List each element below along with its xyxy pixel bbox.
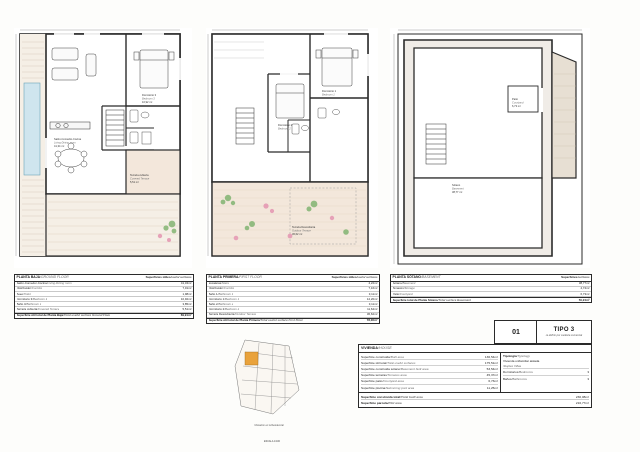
plot-area-row: Superficie parcela/Plot area 216,77m² [361, 401, 589, 405]
summary-row: Superficie útil total/Total useful surfaces 175,51m² [361, 360, 498, 365]
summary-typology-column [500, 353, 591, 392]
key-plan-caption: Ubicación en la Residencial [254, 424, 284, 427]
unit-type-box [536, 320, 592, 344]
ff-areas-es: Superficies útiles [331, 275, 357, 280]
ground-floor-plan [14, 28, 192, 268]
ff-title-es: PLANTA PRIMERA [208, 275, 239, 280]
summary-row: Superficie patio/Courtyard area 6,73m² [361, 379, 498, 384]
table-row: Terraza Descubierta/Outdoor Terrace 36,62m² [208, 312, 378, 317]
summary-areas-column [359, 353, 500, 392]
house-summary-box [358, 344, 592, 408]
ff-areas-en: /useful surfaces [356, 275, 378, 280]
areas-table-ground-floor [14, 274, 194, 319]
bathrooms-row: Baños/Bathrooms 3 [503, 376, 589, 381]
scale-note: ESCALA 1/100 [264, 440, 280, 443]
table-body-ground [15, 282, 193, 318]
ff-title-en: /FIRST FLOOR [238, 275, 262, 280]
gf-title-es: PLANTA BAJA [16, 275, 41, 280]
table-row: Distribuidor/Corridor 7,16m² [208, 286, 378, 291]
table-row: Baño 2/Bathroom 2 3,11m² [208, 301, 378, 306]
table-body-basement [391, 282, 591, 303]
table-row: Sótano/Basement 38,77m² [392, 281, 590, 286]
table-header-first [207, 275, 379, 282]
svg-text:5,51 m²: 5,51 m² [130, 181, 139, 184]
areas-table-first-floor [206, 274, 380, 324]
svg-text:Dormitorio 3: Dormitorio 3 [142, 94, 157, 97]
areas-table-basement [390, 274, 592, 303]
table-body-first [207, 282, 379, 323]
table-row: Patio/Courtyard 6,73m² [392, 291, 590, 296]
table-row: Salón-Comedor-Cocina/Living-Dining room 41,34m² [16, 281, 192, 286]
table-row: Aseo/Toilet 1,98m² [16, 291, 192, 296]
svg-text:Living-Dining room: Living-Dining room [54, 141, 76, 145]
typology-label: Tipología/Typology [503, 354, 530, 359]
table-header-basement [391, 275, 591, 282]
table-row: Terraza cubierta/Covered Terrace 5,51m² [16, 307, 192, 311]
table-row-total: Superficie útil total de Planta Primera/Total useful surface First Floor 78,06m² [208, 318, 378, 323]
svg-text:Basement: Basement [452, 187, 464, 191]
summary-totals [359, 392, 591, 407]
table-row: Baño 1/Bathroom 1 3,11m² [208, 291, 378, 296]
svg-text:Courtyard: Courtyard [512, 101, 524, 105]
summary-row: Superficie terrazas/Terraces area 45,37m² [361, 373, 498, 378]
svg-text:Terraza cubierta: Terraza cubierta [130, 174, 149, 177]
svg-text:Salón-Comedor-Cocina: Salón-Comedor-Cocina [54, 138, 82, 141]
bs-title-es: PLANTA SÓTANO [392, 275, 422, 280]
svg-text:Sótano: Sótano [452, 184, 461, 187]
site-key-plan [215, 336, 323, 436]
unit-type-sub: /a definir por carátula comercial [545, 334, 583, 337]
svg-text:Covered Terrace: Covered Terrace [130, 177, 150, 181]
svg-text:Bedroom 1: Bedroom 1 [322, 93, 335, 97]
gf-areas-en: /useful surfaces [170, 275, 192, 280]
table-row: Dormitorio 1/Bedroom 1 12,20m² [208, 296, 378, 301]
svg-text:Bedroom 2: Bedroom 2 [278, 127, 291, 131]
first-floor-drawing [206, 28, 378, 268]
summary-header-en: /HOUSE [377, 346, 392, 351]
svg-text:38,77 m²: 38,77 m² [452, 191, 463, 194]
table-row: Almacén/Storage 4,74m² [392, 286, 590, 291]
typology-value-en: /Duplex Villas [503, 363, 522, 368]
table-row: Baño 3/Bathroom 3 3,85m² [16, 301, 192, 306]
svg-text:Dormitorio 1: Dormitorio 1 [322, 90, 337, 93]
table-row-total: Superficie útil total de Planta Baja/Total useful surface Ground Floor 69,91m² [16, 313, 192, 318]
table-row: Distribuidor/Corridor 7,01m² [16, 286, 192, 291]
ground-floor-drawing [14, 28, 192, 268]
basement-drawing [390, 28, 590, 268]
total-built-row: Superficie construida total/Total built area 230,08m² [361, 394, 589, 399]
table-row: Escaleras/Stairs 4,22m² [208, 281, 378, 286]
svg-text:Terraza Descubierta: Terraza Descubierta [292, 226, 316, 229]
svg-text:6,73 m²: 6,73 m² [512, 105, 521, 108]
gf-areas-es: Superficies útiles [145, 275, 171, 280]
svg-text:10,92 m²: 10,92 m² [142, 101, 153, 104]
summary-row: Superficie construida sótano/Basement built area 53,54m² [361, 367, 498, 372]
bs-title-en: /BASEMENT [421, 275, 441, 280]
svg-text:Outdoor Terrace: Outdoor Terrace [292, 229, 311, 233]
summary-header-es: VIVIENDA [361, 346, 378, 351]
bedrooms-row: Dormitorios/Bedrooms 3 [503, 370, 589, 375]
table-header-ground [15, 275, 193, 282]
svg-text:Bedroom 3: Bedroom 3 [142, 97, 155, 101]
table-row: Dormitorio 2/Bedroom 2 11,64m² [208, 307, 378, 311]
gf-title-en: /GROUND FLOOR [40, 275, 69, 280]
svg-text:Patio: Patio [512, 98, 518, 101]
summary-header [359, 345, 591, 353]
table-row: Dormitorio 3/Bedroom 3 10,92m² [16, 296, 192, 301]
svg-text:36,62 m²: 36,62 m² [292, 233, 303, 236]
unit-code-box [494, 320, 538, 344]
summary-row: Superficie construida/Built area 136,54m² [361, 354, 498, 359]
key-plan-drawing [215, 336, 323, 422]
typology-value-es: Vivienda unifamiliar aislada [503, 358, 540, 363]
summary-row: Superficie piscina/Swimming pool area 11,25m² [361, 385, 498, 390]
bs-areas-es: Superficies [561, 275, 578, 280]
svg-text:41,34 m²: 41,34 m² [54, 145, 65, 148]
unit-type-label: TIPO 3 [553, 327, 575, 333]
table-row-total: Superficie total de Planta Sótano/Total surface Basement 50,24m² [392, 297, 590, 302]
unit-code: 01 [512, 328, 520, 336]
bs-areas-en: /surfaces [577, 275, 590, 280]
basement-plan [390, 28, 590, 268]
svg-text:Dormitorio 2: Dormitorio 2 [278, 124, 293, 127]
first-floor-plan [206, 28, 378, 268]
